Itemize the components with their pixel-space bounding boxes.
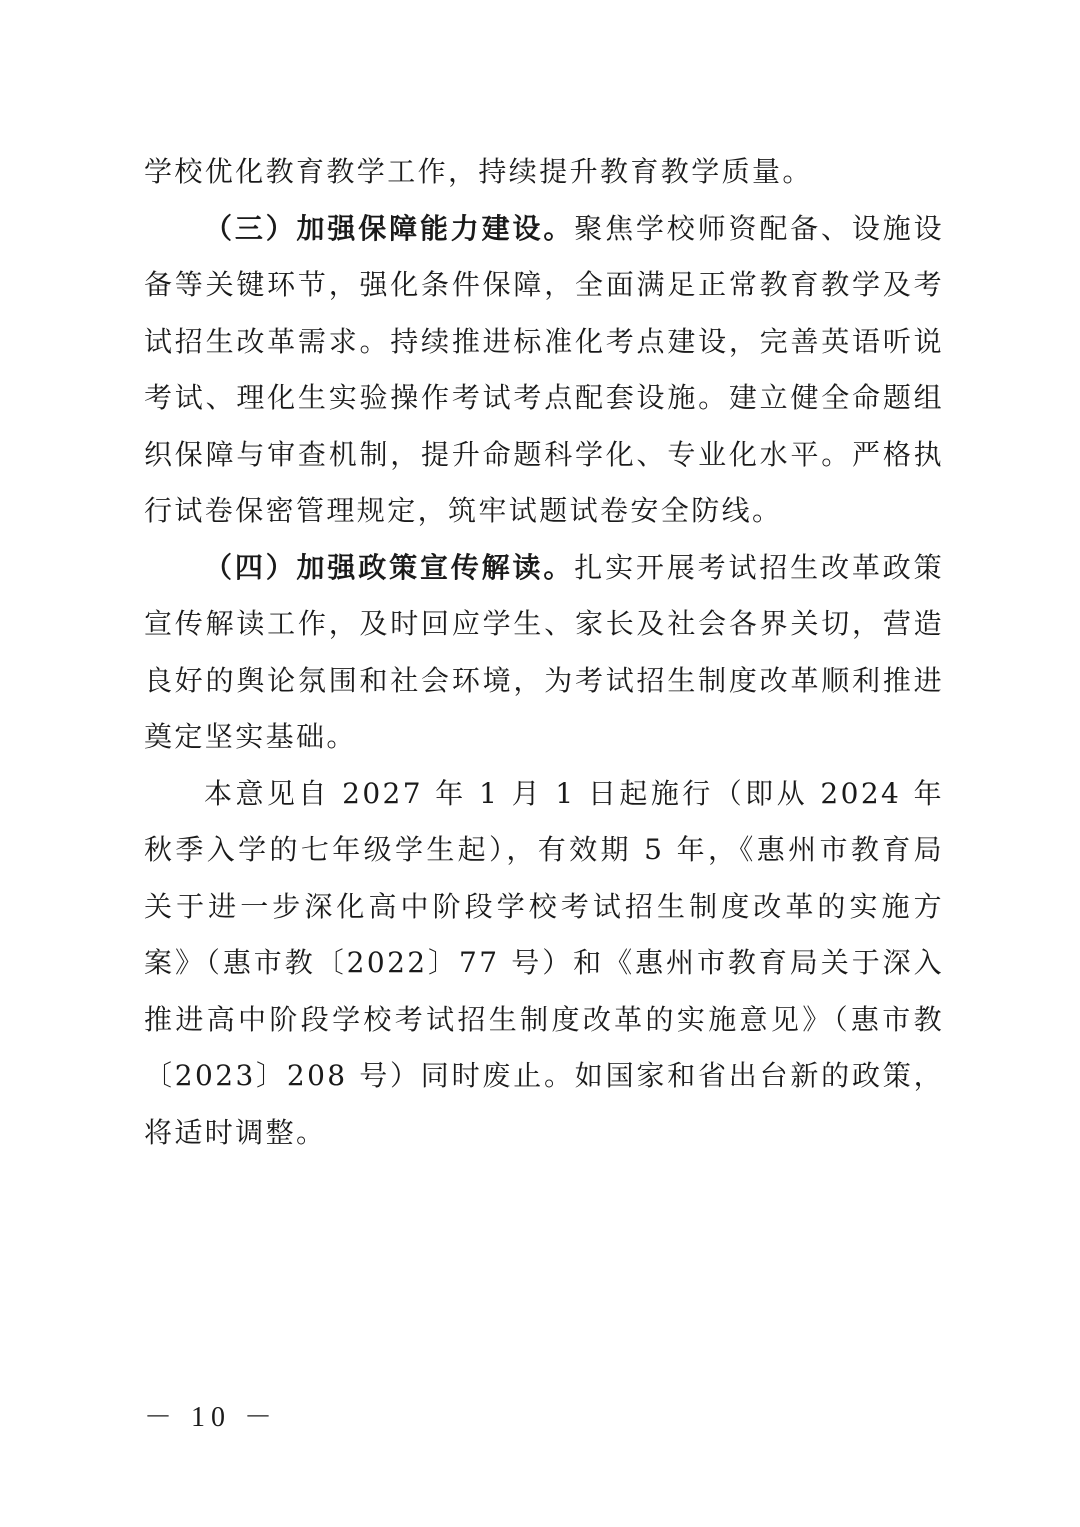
paragraph-section-4 (144, 540, 944, 766)
section-heading-4: （四）加强政策宣传解读。 (204, 550, 575, 584)
body-text (144, 144, 944, 1161)
section-text-3: 聚焦学校师资配备、设施设备等关键环节，强化条件保障，全面满足正常教育教学及考试招生改革需求。持续推进标准化考点建设，完善英语听说考试、理化生实验操作考试考点配套设施。建立健全命题组织保障与审查机制，提升命题科学化、专业化水平。严格执行试卷保密管理规定，筑牢试题试卷安全防线。 (144, 211, 944, 527)
section-text-4: 扎实开展考试招生改革政策宣传解读工作，及时回应学生、家长及社会各界关切，营造良好的舆论氛围和社会环境，为考试招生制度改革顺利推进奠定坚实基础。 (144, 550, 944, 753)
paragraph-section-3 (144, 201, 944, 540)
section-heading-3: （三）加强保障能力建设。 (204, 211, 575, 245)
paragraph-continuation: 学校优化教育教学工作，持续提升教育教学质量。 (144, 155, 813, 188)
paragraph-effective-date: 本意见自 2027 年 1 月 1 日起施行（即从 2024 年秋季入学的七年级学生起），有效期 5 年，《惠州市教育局关于进一步深化高中阶段学校考试招生制度改革的实施方案》（惠市教〔2022〕77 号）和《惠州市教育局关于深入推进高中阶段学校考试招生制度改革的实施意见》（惠市教〔2023〕208 号）同时废止。如国家和省出台新的政策，将适时调整。 (144, 776, 944, 1149)
page-number: － 10 － (144, 1402, 279, 1433)
